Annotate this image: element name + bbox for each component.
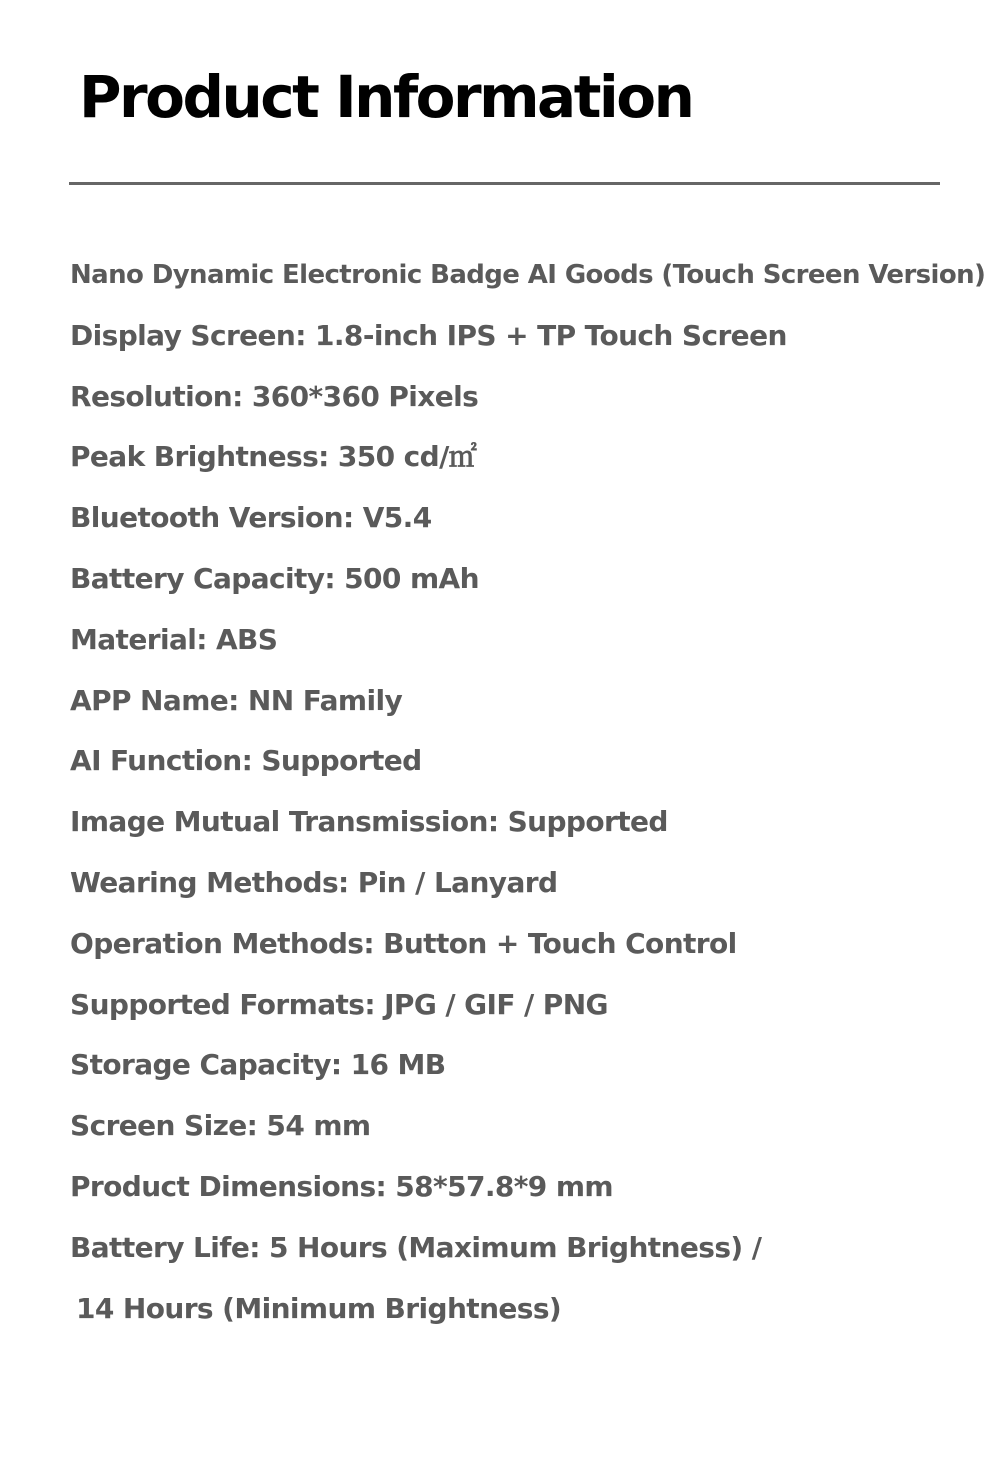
title-divider [69,182,940,185]
spec-battery-capacity: Battery Capacity: 500 mAh [70,561,479,595]
spec-product-name: Nano Dynamic Electronic Badge AI Goods (Touch Screen Version) [70,260,986,290]
spec-list [70,252,985,1346]
spec-peak-brightness: Peak Brightness: 350 cd/㎡ [70,440,477,474]
spec-operation-methods: Operation Methods: Button + Touch Control [70,926,737,960]
spec-bluetooth-version: Bluetooth Version: V5.4 [70,501,432,535]
spec-battery-life-continued: 14 Hours (Minimum Brightness) [76,1291,562,1325]
spec-screen-size: Screen Size: 54 mm [70,1109,371,1143]
page-title: Product Information [79,63,693,131]
spec-supported-formats: Supported Formats: JPG / GIF / PNG [70,987,608,1021]
spec-ai-function: AI Function: Supported [70,744,422,778]
spec-product-dimensions: Product Dimensions: 58*57.8*9 mm [70,1169,613,1203]
spec-resolution: Resolution: 360*360 Pixels [70,379,479,413]
spec-app-name: APP Name: NN Family [70,683,403,717]
spec-storage-capacity: Storage Capacity: 16 MB [70,1048,446,1082]
spec-battery-life: Battery Life: 5 Hours (Maximum Brightness) / [70,1230,762,1264]
spec-wearing-methods: Wearing Methods: Pin / Lanyard [70,865,558,899]
spec-image-transmission: Image Mutual Transmission: Supported [70,805,668,839]
spec-display-screen: Display Screen: 1.8-inch IPS + TP Touch Screen [70,318,787,352]
spec-material: Material: ABS [70,622,278,656]
